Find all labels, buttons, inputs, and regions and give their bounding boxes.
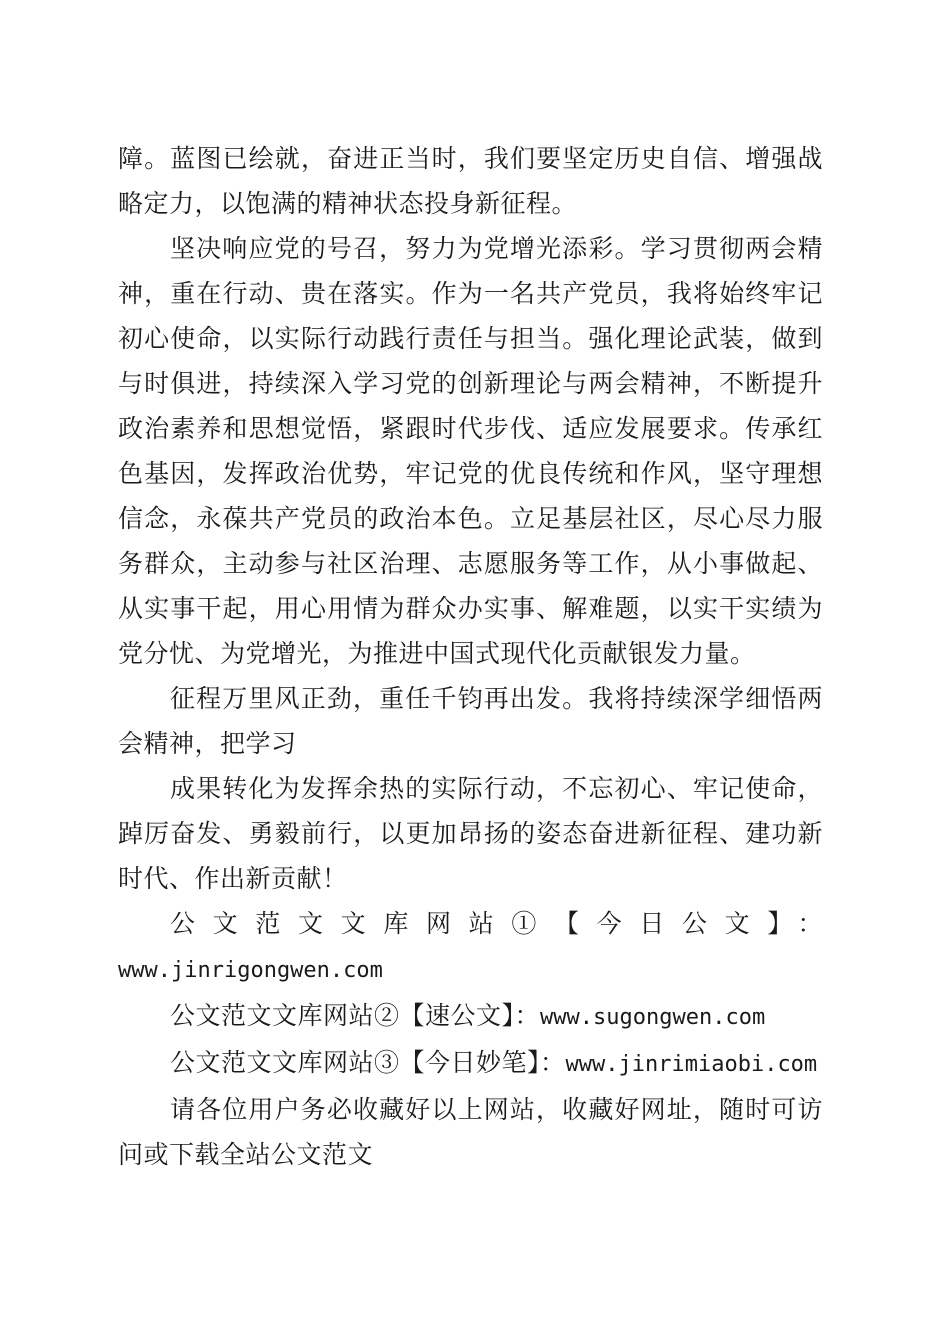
paragraph-party-call: 坚决响应党的号召，努力为党增光添彩。学习贯彻两会精神，重在行动、贵在落实。作为一名共产党员，我将始终牢记初心使命，以实际行动践行责任与担当。强化理论武装，做到与时俱进，持续深入学习党的创新理论与两会精神，不断提升政治素养和思想觉悟，紧跟时代步伐、适应发展要求。传承红色基因，发挥政治优势，牢记党的优良传统和作风，坚守理想信念，永葆共产党员的政治本色。立足基层社区，尽心尽力服务群众，主动参与社区治理、志愿服务等工作，从小事做起、从实事干起，用心用情为群众办实事、解难题，以实干实绩为党分忧、为党增光，为推进中国式现代化贡献银发力量。	[118, 234, 823, 668]
site-url-1[interactable]: www.jinrigongwen.com	[118, 958, 383, 983]
paragraph-continued: 障。蓝图已绘就，奋进正当时，我们要坚定历史自信、增强战略定力，以饱满的精神状态投身新征程。	[118, 144, 823, 218]
bookmark-notice: 请各位用户务必收藏好以上网站，收藏好网址，随时可访问或下载全站公文范文	[118, 1095, 823, 1169]
paragraph-conclusion: 成果转化为发挥余热的实际行动，不忘初心、牢记使命，踔厉奋发、勇毅前行，以更加昂扬的姿态奋进新征程、建功新时代、作出新贡献！	[118, 774, 823, 893]
paragraph-journey: 征程万里风正劲，重任千钧再出发。我将持续深学细悟两会精神，把学习	[118, 684, 823, 758]
site-url-2[interactable]: www.sugongwen.com	[540, 1005, 766, 1030]
site-label-3: 公文范文文库网站③【今日妙笔】：	[170, 1048, 566, 1077]
document-body	[118, 136, 823, 1177]
site-label-2: 公文范文文库网站②【速公文】：	[170, 1001, 541, 1030]
site-label-1: 公文范文文库网站①【今日公文】：	[170, 909, 823, 938]
site-line-2	[118, 993, 823, 1040]
site-url-3[interactable]: www.jinrimiaobi.com	[565, 1052, 818, 1077]
site-line-1	[118, 901, 823, 993]
site-line-3	[118, 1040, 823, 1087]
